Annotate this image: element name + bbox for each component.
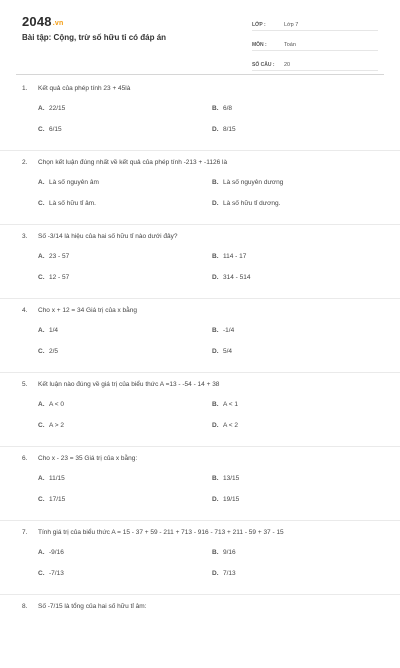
option-key: B. xyxy=(212,105,219,112)
question-text xyxy=(22,232,177,241)
option-key: C. xyxy=(38,496,45,503)
meta-row-class xyxy=(252,14,378,31)
option-text: 7/13 xyxy=(223,570,236,577)
option-key: B. xyxy=(212,179,219,186)
question-number: 7. xyxy=(22,529,28,536)
question-text xyxy=(22,306,137,315)
option-key: C. xyxy=(38,348,45,355)
question-7 xyxy=(0,521,400,595)
question-number: 5. xyxy=(22,381,28,388)
option-key: D. xyxy=(212,348,219,355)
option-key: B. xyxy=(212,253,219,260)
option-b[interactable] xyxy=(212,178,283,187)
option-key: B. xyxy=(212,549,219,556)
option-text: Là số hữu tỉ âm. xyxy=(49,200,96,207)
question-text xyxy=(22,158,227,167)
question-number: 3. xyxy=(22,233,28,240)
option-b[interactable] xyxy=(212,252,246,261)
option-d[interactable] xyxy=(212,273,250,282)
option-key: A. xyxy=(38,327,45,334)
meta-label: LỚP : xyxy=(252,22,266,28)
option-key: B. xyxy=(212,327,219,334)
option-text: 22/15 xyxy=(49,105,66,112)
option-key: C. xyxy=(38,126,45,133)
option-c[interactable] xyxy=(38,347,58,356)
option-text: 114 - 17 xyxy=(223,253,247,260)
meta-row-question-count xyxy=(252,54,378,71)
meta-label: SỐ CÂU : xyxy=(252,62,275,68)
option-text: A < 1 xyxy=(223,401,238,408)
option-a[interactable] xyxy=(38,400,64,409)
question-number: 1. xyxy=(22,85,28,92)
option-text: 9/16 xyxy=(223,549,236,556)
question-2 xyxy=(0,151,400,225)
question-text xyxy=(22,84,130,93)
site-logo[interactable] xyxy=(22,14,63,29)
option-text: 17/15 xyxy=(49,496,66,503)
option-key: D. xyxy=(212,200,219,207)
option-a[interactable] xyxy=(38,548,64,557)
option-text: 314 - 514 xyxy=(223,274,251,281)
question-prompt: Cho x - 23 = 35 Giá trị của x bằng: xyxy=(38,455,138,462)
option-c[interactable] xyxy=(38,495,65,504)
option-key: A. xyxy=(38,475,45,482)
option-key: A. xyxy=(38,105,45,112)
question-5 xyxy=(0,373,400,447)
question-prompt: Tính giá trị của biểu thức A = 15 - 37 + 59 - 211 + 713 - 916 - 713 + 211 - 59 + 37 - 15 xyxy=(38,529,284,536)
question-prompt: Cho x + 12 = 34 Giá trị của x bằng xyxy=(38,307,138,314)
option-text: Là số hữu tỉ dương. xyxy=(223,200,281,207)
option-key: D. xyxy=(212,496,219,503)
option-key: D. xyxy=(212,126,219,133)
option-a[interactable] xyxy=(38,178,99,187)
option-key: D. xyxy=(212,570,219,577)
worksheet-title: Bài tập: Cộng, trừ số hữu tỉ có đáp án xyxy=(22,33,167,42)
option-key: D. xyxy=(212,422,219,429)
option-b[interactable] xyxy=(212,400,238,409)
question-number: 2. xyxy=(22,159,28,166)
question-prompt: Kết luận nào đúng về giá trị của biểu thức A =13 - -54 - 14 + 38 xyxy=(38,381,220,388)
option-text: -9/16 xyxy=(49,549,64,556)
question-text xyxy=(22,602,146,611)
question-4 xyxy=(0,299,400,373)
question-text xyxy=(22,380,219,389)
question-list xyxy=(0,77,400,668)
option-text: A > 2 xyxy=(49,422,64,429)
option-b[interactable] xyxy=(212,104,232,113)
option-key: B. xyxy=(212,475,219,482)
option-key: A. xyxy=(38,549,45,556)
option-c[interactable] xyxy=(38,125,62,134)
option-b[interactable] xyxy=(212,548,236,557)
option-d[interactable] xyxy=(212,347,232,356)
question-prompt: Số -7/15 là tổng của hai số hữu tỉ âm: xyxy=(38,603,147,610)
option-d[interactable] xyxy=(212,199,280,208)
option-d[interactable] xyxy=(212,421,238,430)
option-text: 6/8 xyxy=(223,105,233,112)
option-text: -7/13 xyxy=(49,570,64,577)
option-c[interactable] xyxy=(38,569,64,578)
option-key: C. xyxy=(38,274,45,281)
option-a[interactable] xyxy=(38,252,69,261)
option-key: C. xyxy=(38,570,45,577)
question-3 xyxy=(0,225,400,299)
option-d[interactable] xyxy=(212,495,239,504)
option-key: C. xyxy=(38,422,45,429)
option-d[interactable] xyxy=(212,125,236,134)
option-c[interactable] xyxy=(38,273,69,282)
option-text: A < 2 xyxy=(223,422,238,429)
option-text: 12 - 57 xyxy=(49,274,70,281)
option-a[interactable] xyxy=(38,326,58,335)
question-prompt: Số -3/14 là hiệu của hai số hữu tỉ nào dưới đây? xyxy=(38,233,178,240)
option-text: 1/4 xyxy=(49,327,59,334)
option-text: Là số nguyên âm xyxy=(49,179,99,186)
question-prompt: Kết quả của phép tính 23 + 45là xyxy=(38,85,131,92)
question-number: 8. xyxy=(22,603,28,610)
option-text: -1/4 xyxy=(223,327,235,334)
option-text: 19/15 xyxy=(223,496,240,503)
option-text: 8/15 xyxy=(223,126,236,133)
meta-value: 20 xyxy=(284,62,291,68)
option-key: D. xyxy=(212,274,219,281)
meta-value: Toán xyxy=(284,42,296,48)
question-1 xyxy=(0,77,400,151)
option-a[interactable] xyxy=(38,474,65,483)
option-b[interactable] xyxy=(212,474,239,483)
option-text: Là số nguyên dương xyxy=(223,179,284,186)
meta-value: Lớp 7 xyxy=(284,22,299,28)
question-text xyxy=(22,528,284,537)
meta-label: MÔN : xyxy=(252,42,267,48)
question-number: 6. xyxy=(22,455,28,462)
option-text: 5/4 xyxy=(223,348,233,355)
header-divider xyxy=(16,74,384,75)
option-text: 13/15 xyxy=(223,475,240,482)
option-text: 6/15 xyxy=(49,126,62,133)
option-key: A. xyxy=(38,253,45,260)
option-c[interactable] xyxy=(38,421,64,430)
worksheet-meta xyxy=(252,14,378,74)
question-prompt: Chọn kết luận đúng nhất về kết quả của phép tính -213 + -1126 là xyxy=(38,159,228,166)
question-text xyxy=(22,454,137,463)
option-text: 23 - 57 xyxy=(49,253,70,260)
option-d[interactable] xyxy=(212,569,236,578)
option-text: 2/5 xyxy=(49,348,59,355)
option-key: A. xyxy=(38,401,45,408)
question-number: 4. xyxy=(22,307,28,314)
option-key: C. xyxy=(38,200,45,207)
option-text: 11/15 xyxy=(49,475,65,482)
option-c[interactable] xyxy=(38,199,96,208)
option-b[interactable] xyxy=(212,326,234,335)
option-text: A < 0 xyxy=(49,401,64,408)
option-a[interactable] xyxy=(38,104,65,113)
question-8 xyxy=(0,595,400,668)
logo-text: 2048 xyxy=(22,14,52,29)
worksheet-header xyxy=(0,0,400,74)
option-key: A. xyxy=(38,179,45,186)
logo-suffix: .vn xyxy=(52,20,64,27)
question-6 xyxy=(0,447,400,521)
meta-row-subject xyxy=(252,34,378,51)
option-key: B. xyxy=(212,401,219,408)
